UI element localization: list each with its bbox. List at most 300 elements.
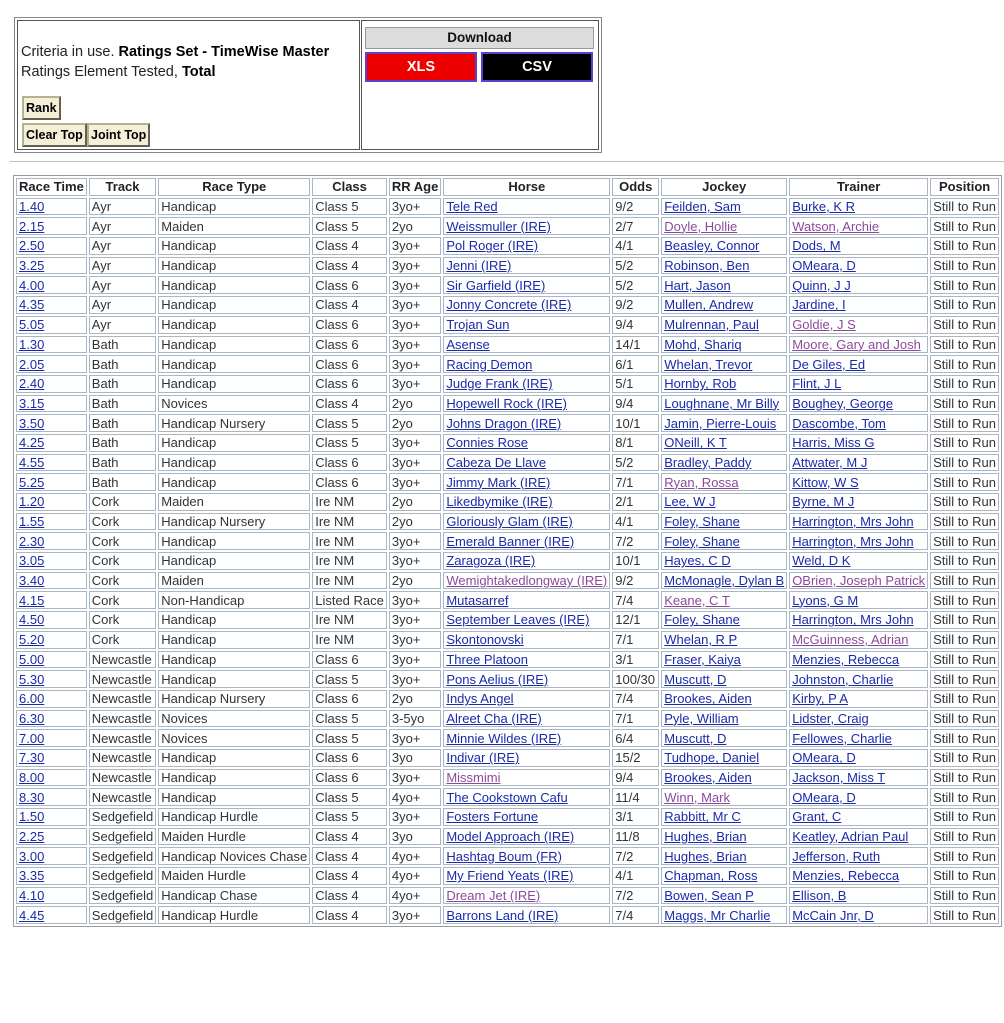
cell-jockey [661, 729, 787, 747]
cell-class: Class 6 [312, 651, 387, 669]
cell-track: Newcastle [89, 788, 156, 806]
trainer-link[interactable]: De Giles, Ed [792, 356, 866, 372]
race-time-link[interactable]: 2.05 [19, 356, 45, 372]
trainer-link[interactable]: McGuinness, Adrian [792, 632, 909, 648]
horse-link[interactable]: Trojan Sun [446, 317, 510, 333]
cell-position: Still to Run [930, 749, 999, 767]
cell-class: Class 5 [312, 414, 387, 432]
jockey-link[interactable]: Rabbitt, Mr C [664, 809, 741, 825]
cell-race-time [16, 749, 87, 767]
trainer-link[interactable]: Grant, C [792, 809, 842, 825]
table-row [16, 651, 999, 669]
cell-rr-age: 3yo+ [389, 591, 441, 609]
cell-track: Newcastle [89, 710, 156, 728]
cell-odds: 7/2 [612, 887, 659, 905]
col-header-position[interactable]: Position [930, 178, 999, 196]
trainer-link[interactable]: Dascombe, Tom [792, 415, 886, 431]
rank-button[interactable]: Rank [22, 96, 61, 120]
table-row [16, 572, 999, 590]
horse-link[interactable]: Asense [446, 336, 490, 352]
cell-track: Ayr [89, 257, 156, 275]
trainer-link[interactable]: Boughey, George [792, 395, 894, 411]
cell-rr-age: 2yo [389, 690, 441, 708]
race-time-link[interactable]: 4.15 [19, 592, 45, 608]
race-time-link[interactable]: 8.30 [19, 789, 45, 805]
horse-link[interactable]: Model Approach (IRE) [446, 829, 575, 845]
cell-jockey [661, 257, 787, 275]
horse-link[interactable]: Jonny Concrete (IRE) [446, 297, 572, 313]
cell-race-time [16, 237, 87, 255]
cell-race-type: Maiden Hurdle [158, 867, 310, 885]
trainer-link[interactable]: Harrington, Mrs John [792, 533, 914, 549]
cell-horse [443, 336, 610, 354]
cell-position: Still to Run [930, 867, 999, 885]
jockey-link[interactable]: Hornby, Rob [664, 376, 737, 392]
cell-position: Still to Run [930, 473, 999, 491]
horse-link[interactable]: My Friend Yeats (IRE) [446, 868, 574, 884]
trainer-link[interactable]: Watson, Archie [792, 218, 880, 234]
cell-race-type: Maiden Hurdle [158, 828, 310, 846]
jockey-link[interactable]: Pyle, William [664, 710, 739, 726]
cell-class: Class 4 [312, 257, 387, 275]
cell-jockey [661, 198, 787, 216]
race-time-link[interactable]: 3.15 [19, 395, 45, 411]
race-time-link[interactable]: 7.30 [19, 750, 45, 766]
cell-jockey [661, 493, 787, 511]
cell-rr-age: 2yo [389, 414, 441, 432]
race-time-link[interactable]: 3.05 [19, 553, 45, 569]
cell-track: Sedgefield [89, 906, 156, 924]
cell-race-time [16, 217, 87, 235]
cell-class: Class 5 [312, 788, 387, 806]
jockey-link[interactable]: Bradley, Paddy [664, 454, 752, 470]
horse-link[interactable]: Alreet Cha (IRE) [446, 710, 542, 726]
cell-track: Bath [89, 395, 156, 413]
cell-race-time [16, 887, 87, 905]
cell-class: Class 5 [312, 434, 387, 452]
cell-jockey [661, 906, 787, 924]
cell-position: Still to Run [930, 237, 999, 255]
cell-race-type: Handicap Nursery [158, 690, 310, 708]
race-time-link[interactable]: 4.35 [19, 297, 45, 313]
cell-position: Still to Run [930, 375, 999, 393]
cell-position: Still to Run [930, 788, 999, 806]
trainer-link[interactable]: Dods, M [792, 238, 841, 254]
horse-link[interactable]: Likedbymike (IRE) [446, 494, 553, 510]
jockey-link[interactable]: Maggs, Mr Charlie [664, 907, 771, 923]
table-row [16, 276, 999, 294]
trainer-link[interactable]: OMeara, D [792, 789, 856, 805]
trainer-link[interactable]: Attwater, M J [792, 454, 868, 470]
trainer-link[interactable]: OBrien, Joseph Patrick [792, 573, 926, 589]
cell-rr-age: 3yo+ [389, 296, 441, 314]
col-header-rr-age[interactable]: RR Age [389, 178, 441, 196]
jockey-link[interactable]: Brookes, Aiden [664, 691, 752, 707]
cell-race-type: Handicap [158, 473, 310, 491]
jockey-link[interactable]: Feilden, Sam [664, 199, 741, 215]
jockey-link[interactable]: Hart, Jason [664, 277, 731, 293]
cell-race-type: Handicap [158, 611, 310, 629]
race-time-link[interactable]: 2.30 [19, 533, 45, 549]
cell-class: Class 4 [312, 867, 387, 885]
jockey-link[interactable]: Fraser, Kaiya [664, 651, 741, 667]
horse-link[interactable]: Tele Red [446, 199, 498, 215]
jockey-link[interactable]: Muscutt, D [664, 671, 727, 687]
trainer-link[interactable]: Jardine, I [792, 297, 846, 313]
trainer-link[interactable]: Menzies, Rebecca [792, 868, 900, 884]
jockey-link[interactable]: Beasley, Connor [664, 238, 760, 254]
cell-trainer [789, 414, 928, 432]
cell-jockey [661, 276, 787, 294]
cell-race-type: Handicap [158, 670, 310, 688]
race-time-link[interactable]: 3.25 [19, 258, 45, 274]
cell-trainer [789, 454, 928, 472]
cell-race-time [16, 690, 87, 708]
trainer-link[interactable]: Kirby, P A [792, 691, 849, 707]
cell-track: Sedgefield [89, 887, 156, 905]
cell-race-time [16, 670, 87, 688]
cell-horse [443, 198, 610, 216]
col-header-horse[interactable]: Horse [443, 178, 610, 196]
trainer-link[interactable]: Kittow, W S [792, 474, 859, 490]
horse-link[interactable]: Skontonovski [446, 632, 524, 648]
horse-link[interactable]: Three Platoon [446, 651, 529, 667]
cell-trainer [789, 434, 928, 452]
cell-race-type: Handicap [158, 749, 310, 767]
trainer-link[interactable]: Byrne, M J [792, 494, 855, 510]
cell-track: Cork [89, 532, 156, 550]
cell-track: Sedgefield [89, 828, 156, 846]
jockey-link[interactable]: Foley, Shane [664, 514, 740, 530]
cell-race-time [16, 572, 87, 590]
cell-odds: 4/1 [612, 513, 659, 531]
cell-trainer [789, 769, 928, 787]
trainer-link[interactable]: McCain Jnr, D [792, 907, 874, 923]
trainer-link[interactable]: Goldie, J S [792, 317, 856, 333]
trainer-link[interactable]: Flint, J L [792, 376, 842, 392]
cell-position: Still to Run [930, 493, 999, 511]
horse-link[interactable]: Gloriously Glam (IRE) [446, 514, 573, 530]
horse-link[interactable]: Wemightakedlongway (IRE) [446, 573, 608, 589]
jockey-link[interactable]: Whelan, Trevor [664, 356, 753, 372]
cell-odds: 7/2 [612, 847, 659, 865]
col-header-race-time[interactable]: Race Time [16, 178, 87, 196]
cell-race-type: Handicap Hurdle [158, 808, 310, 826]
race-time-link[interactable]: 5.05 [19, 317, 45, 333]
horse-link[interactable]: Hashtag Boum (FR) [446, 848, 562, 864]
cell-position: Still to Run [930, 296, 999, 314]
cell-class: Ire NM [312, 611, 387, 629]
race-time-link[interactable]: 2.50 [19, 238, 45, 254]
horse-link[interactable]: Barrons Land (IRE) [446, 907, 559, 923]
xls-download-button[interactable]: XLS [365, 52, 477, 82]
horse-link[interactable]: Johns Dragon (IRE) [446, 415, 562, 431]
jockey-link[interactable]: Lee, W J [664, 494, 716, 510]
horse-link[interactable]: September Leaves (IRE) [446, 612, 590, 628]
jockey-link[interactable]: Mohd, Shariq [664, 336, 742, 352]
horse-link[interactable]: Minnie Wildes (IRE) [446, 730, 562, 746]
race-time-link[interactable]: 4.10 [19, 888, 45, 904]
cell-race-time [16, 257, 87, 275]
cell-odds: 5/2 [612, 276, 659, 294]
table-header-row [16, 178, 999, 196]
cell-trainer [789, 828, 928, 846]
race-time-link[interactable]: 3.40 [19, 573, 45, 589]
cell-position: Still to Run [930, 552, 999, 570]
cell-rr-age: 4yo+ [389, 847, 441, 865]
horse-link[interactable]: Dream Jet (IRE) [446, 888, 541, 904]
jockey-link[interactable]: Muscutt, D [664, 730, 727, 746]
cell-trainer [789, 572, 928, 590]
clear-top-button[interactable]: Clear Top [22, 123, 87, 147]
jockey-link[interactable]: Loughnane, Mr Billy [664, 395, 780, 411]
jockey-link[interactable]: Hayes, C D [664, 553, 731, 569]
horse-link[interactable]: Judge Frank (IRE) [446, 376, 553, 392]
cell-odds: 7/1 [612, 473, 659, 491]
race-time-link[interactable]: 3.50 [19, 415, 45, 431]
cell-position: Still to Run [930, 710, 999, 728]
cell-race-type: Handicap [158, 454, 310, 472]
jockey-link[interactable]: Brookes, Aiden [664, 769, 752, 785]
cell-horse [443, 749, 610, 767]
cell-horse [443, 690, 610, 708]
jockey-link[interactable]: Robinson, Ben [664, 258, 750, 274]
race-time-link[interactable]: 6.00 [19, 691, 45, 707]
race-time-link[interactable]: 5.00 [19, 651, 45, 667]
col-header-race-type[interactable]: Race Type [158, 178, 310, 196]
race-time-link[interactable]: 3.00 [19, 848, 45, 864]
horse-link[interactable]: Pons Aelius (IRE) [446, 671, 549, 687]
jockey-link[interactable]: Hughes, Brian [664, 848, 747, 864]
horse-link[interactable]: Zaragoza (IRE) [446, 553, 536, 569]
col-header-odds[interactable]: Odds [612, 178, 659, 196]
table-row [16, 729, 999, 747]
table-row [16, 336, 999, 354]
col-header-track[interactable]: Track [89, 178, 156, 196]
race-time-link[interactable]: 5.30 [19, 671, 45, 687]
trainer-link[interactable]: Jefferson, Ruth [792, 848, 881, 864]
cell-rr-age: 3yo+ [389, 611, 441, 629]
cell-trainer [789, 611, 928, 629]
jockey-link[interactable]: Mulrennan, Paul [664, 317, 759, 333]
jockey-link[interactable]: ONeill, K T [664, 435, 727, 451]
trainer-link[interactable]: Johnston, Charlie [792, 671, 894, 687]
race-time-link[interactable]: 5.20 [19, 632, 45, 648]
jockey-link[interactable]: Tudhope, Daniel [664, 750, 760, 766]
cell-horse [443, 493, 610, 511]
cell-race-time [16, 316, 87, 334]
col-header-trainer[interactable]: Trainer [789, 178, 928, 196]
cell-odds: 5/1 [612, 375, 659, 393]
race-time-link[interactable]: 2.40 [19, 376, 45, 392]
race-time-link[interactable]: 4.45 [19, 907, 45, 923]
cell-race-type: Handicap [158, 532, 310, 550]
race-time-link[interactable]: 1.40 [19, 199, 45, 215]
table-row [16, 217, 999, 235]
cell-track: Newcastle [89, 670, 156, 688]
horse-link[interactable]: Jimmy Mark (IRE) [446, 474, 551, 490]
trainer-link[interactable]: Lidster, Craig [792, 710, 869, 726]
jockey-link[interactable]: McMonagle, Dylan B [664, 573, 785, 589]
horse-link[interactable]: Mutasarref [446, 592, 509, 608]
trainer-link[interactable]: Fellowes, Charlie [792, 730, 892, 746]
cell-horse [443, 237, 610, 255]
trainer-link[interactable]: Harrington, Mrs John [792, 514, 914, 530]
jockey-link[interactable]: Whelan, R P [664, 632, 738, 648]
horse-link[interactable]: Fosters Fortune [446, 809, 539, 825]
cell-race-type: Non-Handicap [158, 591, 310, 609]
cell-trainer [789, 473, 928, 491]
trainer-link[interactable]: Menzies, Rebecca [792, 651, 900, 667]
cell-horse [443, 847, 610, 865]
trainer-link[interactable]: Weld, D K [792, 553, 851, 569]
cell-horse [443, 395, 610, 413]
horse-link[interactable]: Indivar (IRE) [446, 750, 520, 766]
cell-odds: 7/4 [612, 591, 659, 609]
trainer-link[interactable]: OMeara, D [792, 258, 856, 274]
jockey-link[interactable]: Hughes, Brian [664, 829, 747, 845]
cell-race-time [16, 473, 87, 491]
horse-link[interactable]: Weissmuller (IRE) [446, 218, 551, 234]
cell-odds: 11/8 [612, 828, 659, 846]
horse-link[interactable]: Sir Garfield (IRE) [446, 277, 546, 293]
cell-odds: 12/1 [612, 611, 659, 629]
cell-trainer [789, 296, 928, 314]
cell-trainer [789, 651, 928, 669]
horse-link[interactable]: Jenni (IRE) [446, 258, 512, 274]
cell-horse [443, 355, 610, 373]
horse-link[interactable]: Emerald Banner (IRE) [446, 533, 575, 549]
trainer-link[interactable]: Keatley, Adrian Paul [792, 829, 909, 845]
cell-position: Still to Run [930, 454, 999, 472]
race-time-link[interactable]: 8.00 [19, 769, 45, 785]
cell-race-time [16, 729, 87, 747]
cell-class: Class 6 [312, 316, 387, 334]
horse-link[interactable]: Hopewell Rock (IRE) [446, 395, 567, 411]
race-time-link[interactable]: 1.50 [19, 809, 45, 825]
cell-trainer [789, 749, 928, 767]
race-time-link[interactable]: 4.00 [19, 277, 45, 293]
cell-class: Ire NM [312, 552, 387, 570]
trainer-link[interactable]: Ellison, B [792, 888, 847, 904]
cell-odds: 9/4 [612, 769, 659, 787]
joint-top-button[interactable]: Joint Top [87, 123, 150, 147]
trainer-link[interactable]: Lyons, G M [792, 592, 859, 608]
jockey-link[interactable]: Winn, Mark [664, 789, 730, 805]
cell-horse [443, 788, 610, 806]
cell-odds: 9/2 [612, 296, 659, 314]
trainer-link[interactable]: OMeara, D [792, 750, 856, 766]
jockey-link[interactable]: Foley, Shane [664, 533, 740, 549]
race-time-link[interactable]: 3.35 [19, 868, 45, 884]
cell-horse [443, 906, 610, 924]
race-time-link[interactable]: 5.25 [19, 474, 45, 490]
horse-link[interactable]: Connies Rose [446, 435, 528, 451]
cell-race-type: Handicap Nursery [158, 513, 310, 531]
cell-jockey [661, 651, 787, 669]
table-row [16, 847, 999, 865]
horse-link[interactable]: The Cookstown Cafu [446, 789, 568, 805]
jockey-link[interactable]: Mullen, Andrew [664, 297, 754, 313]
trainer-link[interactable]: Jackson, Miss T [792, 769, 886, 785]
race-time-link[interactable]: 4.25 [19, 435, 45, 451]
cell-rr-age: 3yo+ [389, 355, 441, 373]
race-time-link[interactable]: 6.30 [19, 710, 45, 726]
cell-track: Sedgefield [89, 847, 156, 865]
trainer-link[interactable]: Harris, Miss G [792, 435, 875, 451]
cell-class: Class 5 [312, 217, 387, 235]
cell-race-time [16, 552, 87, 570]
jockey-link[interactable]: Doyle, Hollie [664, 218, 738, 234]
trainer-link[interactable]: Quinn, J J [792, 277, 851, 293]
table-row [16, 296, 999, 314]
cell-race-time [16, 651, 87, 669]
race-time-link[interactable]: 1.20 [19, 494, 45, 510]
cell-trainer [789, 513, 928, 531]
jockey-link[interactable]: Chapman, Ross [664, 868, 758, 884]
cell-class: Ire NM [312, 572, 387, 590]
col-header-class[interactable]: Class [312, 178, 387, 196]
jockey-link[interactable]: Jamin, Pierre-Louis [664, 415, 777, 431]
cell-race-type: Handicap [158, 631, 310, 649]
table-row [16, 257, 999, 275]
element-prefix: Ratings Element Tested, [21, 64, 182, 80]
race-time-link[interactable]: 4.50 [19, 612, 45, 628]
horse-link[interactable]: Cabeza De Llave [446, 454, 547, 470]
cell-odds: 15/2 [612, 749, 659, 767]
jockey-link[interactable]: Bowen, Sean P [664, 888, 754, 904]
race-time-link[interactable]: 2.25 [19, 829, 45, 845]
trainer-link[interactable]: Moore, Gary and Josh [792, 336, 921, 352]
cell-horse [443, 710, 610, 728]
race-time-link[interactable]: 7.00 [19, 730, 45, 746]
cell-class: Class 6 [312, 749, 387, 767]
cell-race-time [16, 611, 87, 629]
race-time-link[interactable]: 1.30 [19, 336, 45, 352]
cell-race-type: Novices [158, 395, 310, 413]
race-time-link[interactable]: 1.55 [19, 514, 45, 530]
cell-position: Still to Run [930, 631, 999, 649]
cell-rr-age: 2yo [389, 572, 441, 590]
cell-position: Still to Run [930, 336, 999, 354]
cell-track: Cork [89, 513, 156, 531]
cell-track: Ayr [89, 296, 156, 314]
horse-link[interactable]: Indys Angel [446, 691, 514, 707]
horse-link[interactable]: Missmimi [446, 769, 501, 785]
jockey-link[interactable]: Ryan, Rossa [664, 474, 739, 490]
cell-position: Still to Run [930, 847, 999, 865]
cell-position: Still to Run [930, 414, 999, 432]
horse-link[interactable]: Racing Demon [446, 356, 533, 372]
cell-trainer [789, 729, 928, 747]
jockey-link[interactable]: Keane, C T [664, 592, 730, 608]
race-time-link[interactable]: 2.15 [19, 218, 45, 234]
cell-horse [443, 808, 610, 826]
trainer-link[interactable]: Harrington, Mrs John [792, 612, 914, 628]
col-header-jockey[interactable]: Jockey [661, 178, 787, 196]
cell-position: Still to Run [930, 670, 999, 688]
cell-race-type: Handicap [158, 651, 310, 669]
trainer-link[interactable]: Burke, K R [792, 199, 856, 215]
cell-horse [443, 532, 610, 550]
race-time-link[interactable]: 4.55 [19, 454, 45, 470]
jockey-link[interactable]: Foley, Shane [664, 612, 740, 628]
cell-horse [443, 591, 610, 609]
races-table [13, 175, 1002, 927]
csv-download-button[interactable]: CSV [481, 52, 593, 82]
horse-link[interactable]: Pol Roger (IRE) [446, 238, 539, 254]
cell-horse [443, 217, 610, 235]
